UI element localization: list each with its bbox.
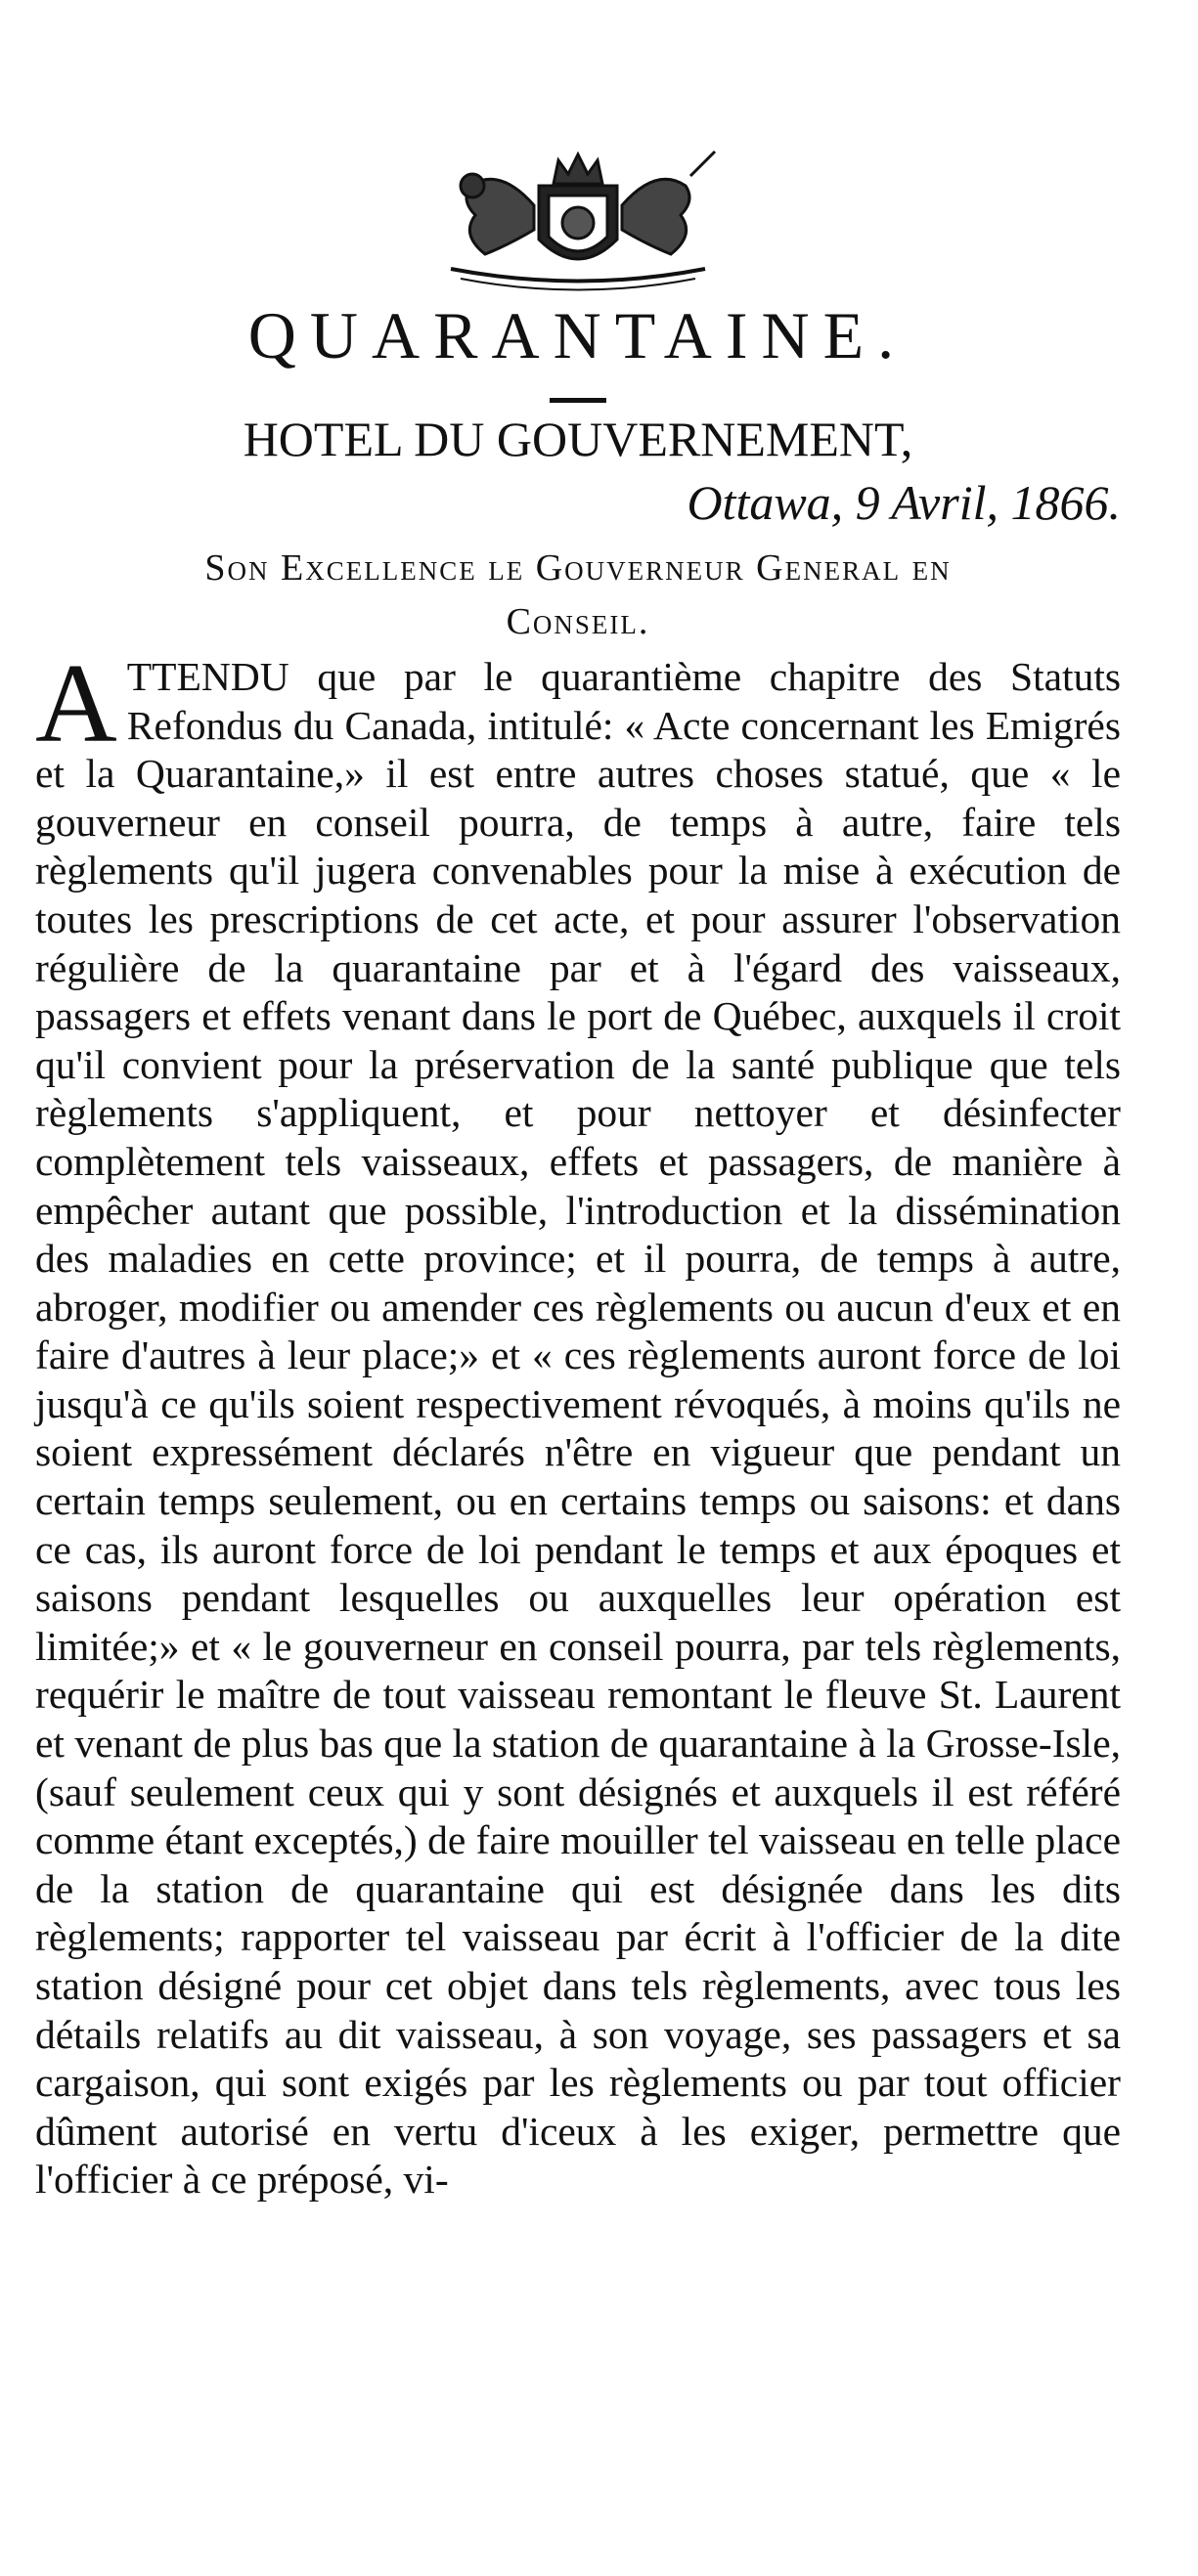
royal-coat-of-arms-icon xyxy=(392,147,764,293)
excellence-heading xyxy=(35,542,1121,649)
body-text: TTENDU que par le quarantième chapitre des Statuts Refondus du Canada, intitulé: « Acte concernant les Emigrés et la Quarantaine,» il est entre autres choses statué, que « le gouverneur en conseil pourra, de temps à autre, faire tels règlements qu'il jugera convenables pour la mise à exécution de toutes les prescriptions de cet acte, et pour assurer l'observation régulière de la quarantaine par et à l'égard des vaisseaux, passagers et effets venant dans le port de Québec, auxquels il croit qu'il convient pour la préservation de la santé publique que tels règlements s'appliquent, et pour nettoyer et désinfecter complètement tels vaisseaux, effets et passagers, de manière à empêcher autant que possible, l'introduction et la dissémination des maladies en cette province; et il pourra, de temps à autre, abroger, modifier ou amender ces règlements ou aucun d'eux et en faire d'autres à leur place;» et « ces règlements auront force de loi jusqu'à ce qu'ils soient respectivement révoqués, à moins qu'ils ne soient expressément déclarés n'être en vigueur que pendant un certain temps seulement, ou en certains temps ou saisons: et dans ce cas, ils auront force de loi pendant le temps et aux époques et saisons pendant lesquelles ou auxquelles leur opération est limitée;» et « le gouverneur en conseil pourra, par tels règlements, requérir le maître de tout vaisseau remontant le fleuve St. Laurent et venant de plus bas que la station de quarantaine à la Grosse-Isle, (sauf seulement ceux qui y sont désignés et auxquels il est référé comme étant exceptés,) de faire mouiller tel vaisseau en telle place de la station de quarantaine qui est désignée dans les dits règlements; rapporter tel vaisseau par écrit à l'officier de la dite station désigné pour cet objet dans tels règlements, avec tous les détails relatifs au dit vaisseau, à son voyage, ses passagers et sa cargaison, qui sont exigés par les règlements ou par tout officier dûment autorisé en vertu d'iceux à les exiger, permettre que l'officier à ce préposé, vi- xyxy=(35,653,1121,2203)
excellence-line-1: Son Excellence le Gouverneur General en xyxy=(204,546,952,589)
drop-cap: A xyxy=(35,640,117,766)
document-title: QUARANTAINE. xyxy=(247,298,909,372)
place-heading: HOTEL DU GOUVERNEMENT, xyxy=(243,411,913,466)
title-divider xyxy=(550,398,606,403)
excellence-line-2: Conseil. xyxy=(506,600,650,642)
body-paragraph xyxy=(35,640,1121,2205)
date-line: Ottawa, 9 Avril, 1866. xyxy=(687,474,1121,530)
document-page xyxy=(35,147,1121,2205)
